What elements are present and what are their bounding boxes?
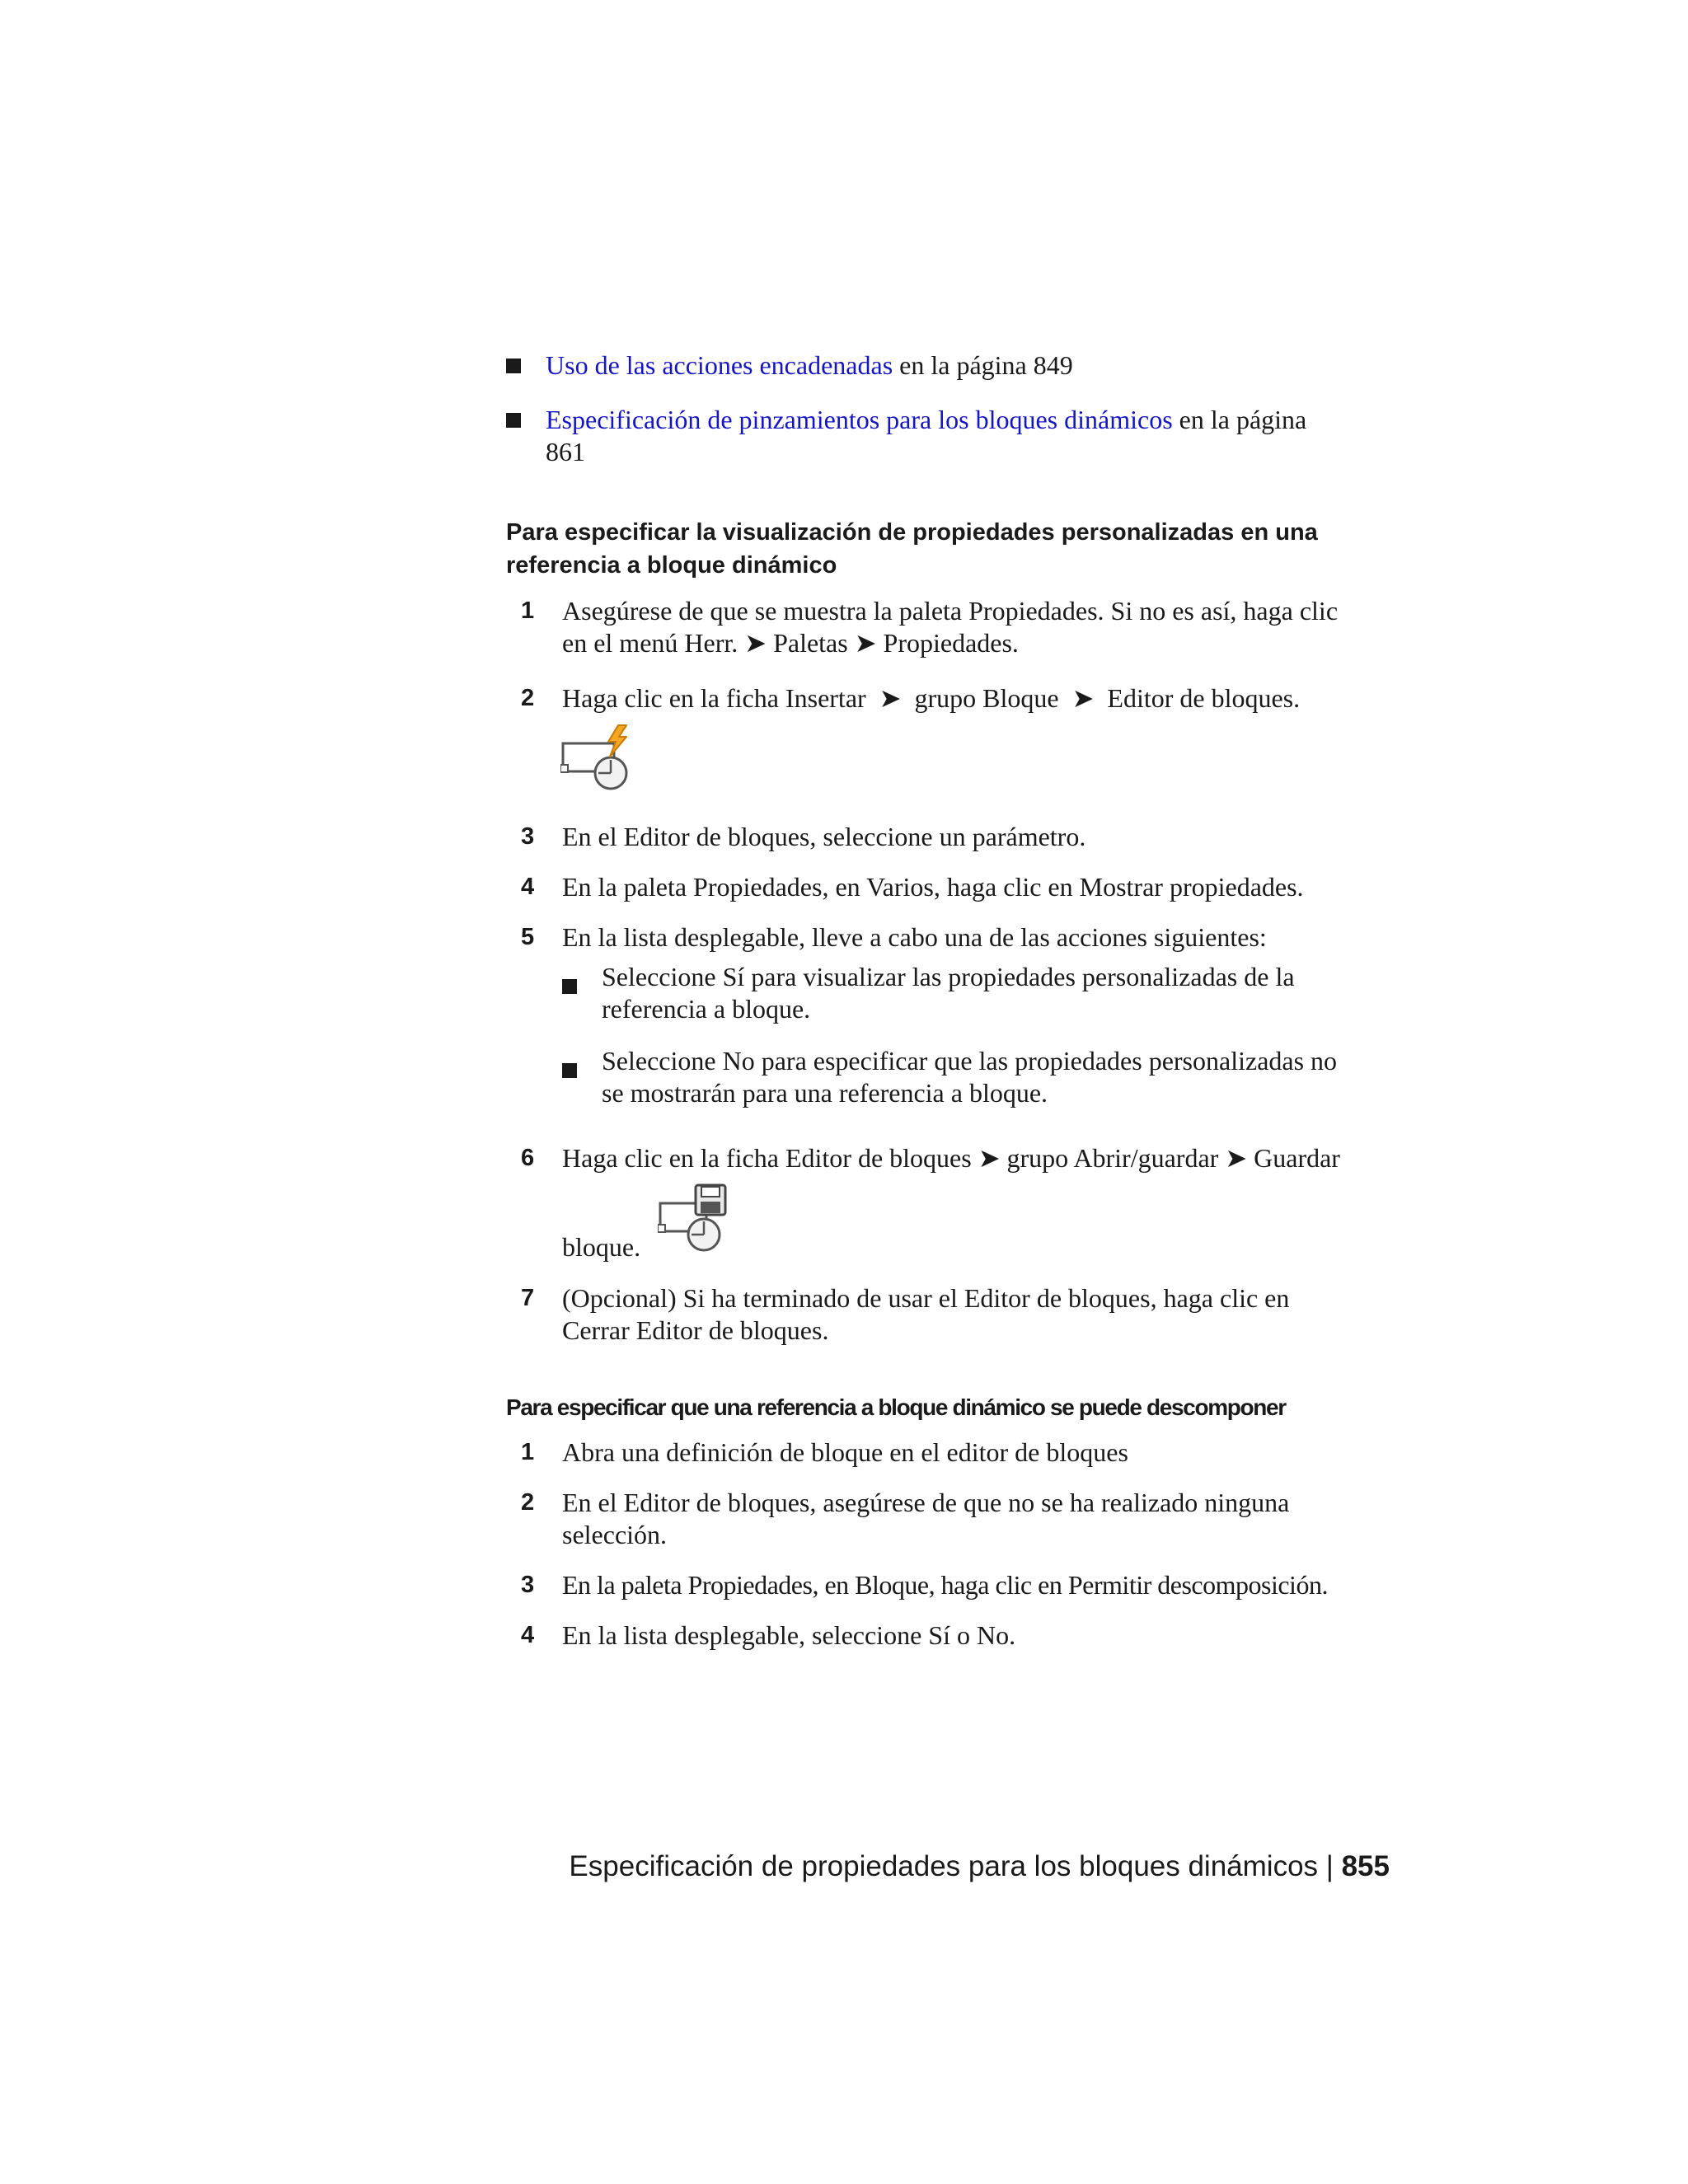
related-link-item bbox=[506, 404, 1421, 466]
save-block-icon[interactable] bbox=[658, 1183, 729, 1254]
bullet-square bbox=[562, 1063, 577, 1078]
step-number: 2 bbox=[521, 685, 535, 711]
step-number: 1 bbox=[521, 1439, 535, 1465]
page-footer bbox=[569, 1848, 1390, 1886]
step-text: (Opcional) Si ha terminado de usar el Editor de bloques, haga clic en bbox=[562, 1283, 1290, 1313]
step-text: en el menú Herr. ➤ Paletas ➤ Propiedades. bbox=[562, 628, 1019, 658]
step-text: Haga clic en la ficha Editor de bloques ➤ grupo Abrir/guardar ➤ Guardar bbox=[562, 1143, 1340, 1173]
step-number: 2 bbox=[521, 1489, 535, 1516]
footer-title: Especificación de propiedades para los bloques dinámicos bbox=[569, 1850, 1319, 1882]
step-number: 6 bbox=[521, 1145, 535, 1171]
sub-item-text: referencia a bloque. bbox=[602, 994, 811, 1024]
step-text: bloque. bbox=[562, 1232, 641, 1262]
bullet-square bbox=[506, 413, 521, 428]
heading-line: referencia a bloque dinámico bbox=[506, 552, 837, 579]
step-number: 4 bbox=[521, 874, 535, 900]
step-text: Haga clic en la ficha Insertar ➤ grupo Bloque ➤ Editor de bloques. bbox=[562, 683, 1301, 713]
step-number: 7 bbox=[521, 1285, 535, 1311]
step-text: En la paleta Propiedades, en Varios, haga clic en Mostrar propiedades. bbox=[562, 872, 1304, 902]
step-text: Cerrar Editor de bloques. bbox=[562, 1315, 829, 1345]
sub-item-text: Seleccione Sí para visualizar las propiedades personalizadas de la bbox=[602, 962, 1295, 991]
step-text: En el Editor de bloques, seleccione un parámetro. bbox=[562, 822, 1086, 851]
step-number: 1 bbox=[521, 598, 535, 624]
link-suffix: en la página 849 bbox=[893, 350, 1073, 380]
link-especificacion-pinzamientos[interactable]: Especificación de pinzamientos para los bloques dinámicos bbox=[546, 405, 1173, 434]
sub-item-text: se mostrarán para una referencia a bloque. bbox=[602, 1078, 1048, 1108]
step-text: Asegúrese de que se muestra la paleta Propiedades. Si no es así, haga clic bbox=[562, 596, 1339, 626]
step-text: En el Editor de bloques, asegúrese de que no se ha realizado ninguna bbox=[562, 1488, 1290, 1517]
related-link-item bbox=[506, 349, 1421, 380]
bullet-square bbox=[562, 979, 577, 994]
section-heading bbox=[506, 516, 1421, 582]
step-number: 4 bbox=[521, 1622, 535, 1648]
step-text: En la lista desplegable, seleccione Sí o No. bbox=[562, 1620, 1016, 1650]
page-number: 855 bbox=[1341, 1850, 1390, 1882]
step-text: En la lista desplegable, lleve a cabo una de las acciones siguientes: bbox=[562, 922, 1267, 952]
step-text: En la paleta Propiedades, en Bloque, haga clic en Permitir descomposición. bbox=[562, 1570, 1328, 1600]
sub-item-text: Seleccione No para especificar que las propiedades personalizadas no bbox=[602, 1046, 1338, 1076]
step-number: 3 bbox=[521, 1572, 535, 1598]
link-uso-acciones-encadenadas[interactable]: Uso de las acciones encadenadas bbox=[546, 350, 893, 380]
link-suffix-page: 861 bbox=[546, 437, 585, 466]
footer-separator: | bbox=[1318, 1850, 1342, 1882]
step-text: Abra una definición de bloque en el editor de bloques bbox=[562, 1437, 1128, 1467]
step-text: selección. bbox=[562, 1520, 668, 1549]
step-number: 3 bbox=[521, 823, 535, 850]
block-editor-icon[interactable] bbox=[560, 724, 635, 794]
bullet-square bbox=[506, 359, 521, 373]
section-heading: Para especificar que una referencia a bloque dinámico se puede descomponer bbox=[506, 1394, 1286, 1420]
heading-line: Para especificar la visualización de propiedades personalizadas en una bbox=[506, 519, 1318, 546]
link-suffix: en la página bbox=[1172, 405, 1307, 434]
step-number: 5 bbox=[521, 924, 535, 950]
